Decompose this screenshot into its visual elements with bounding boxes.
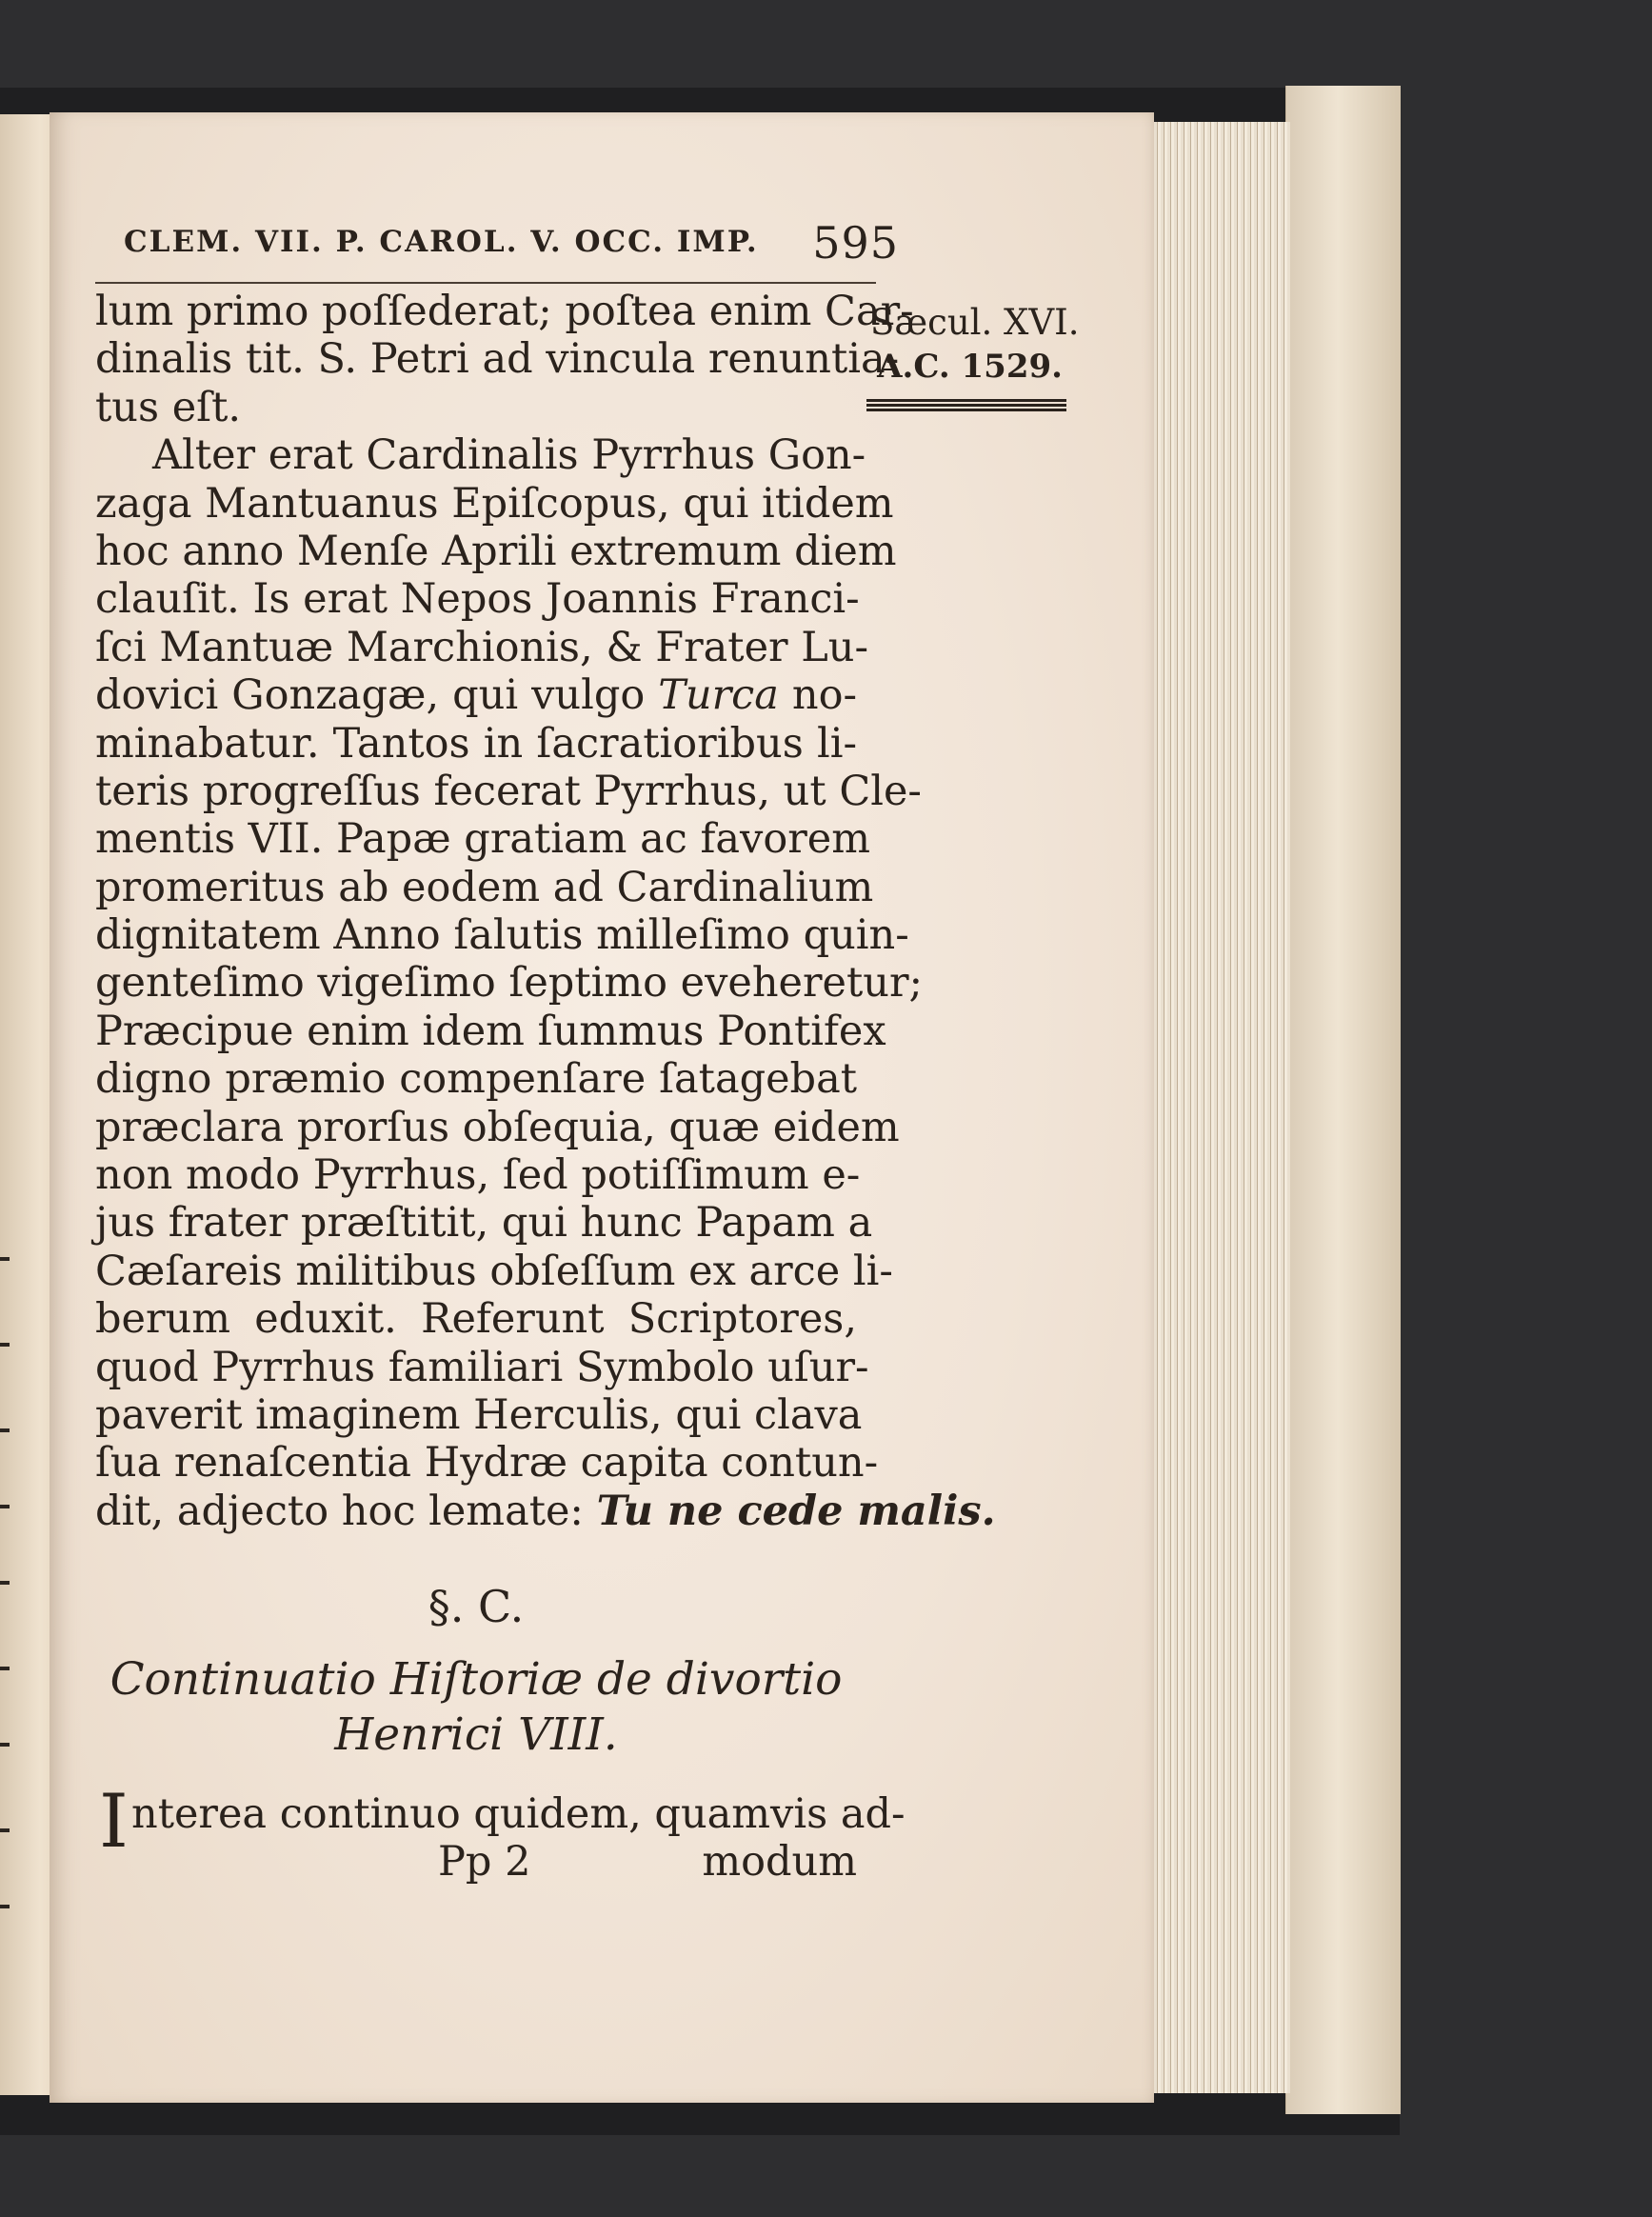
text-line: nterea continuo quidem, quamvis ad- (131, 1790, 906, 1838)
text-line: paverit imaginem Herculis, qui clava (95, 1390, 863, 1439)
text-line: jus frater præſtitit, qui hunc Papam a (95, 1199, 873, 1248)
text-line: dignitatem Anno ſalutis milleſimo quin- (95, 911, 909, 960)
text-line: dinalis tit. S. Petri ad vincula renuntia- (95, 335, 900, 384)
italic-word: Turca (658, 671, 779, 720)
text-line: lum primo poſſederat; poſtea enim Car- (95, 288, 914, 335)
text-line: clauſit. Is erat Nepos Joannis Franci- (95, 575, 860, 624)
section-title (95, 1652, 857, 1763)
final-paragraph (95, 1779, 906, 1887)
margin-note-rule (866, 398, 1066, 411)
text-line (95, 671, 857, 719)
text-line: non modo Pyrrhus, ſed potiſſimum e- (95, 1151, 861, 1200)
section-number: §. C. (428, 1581, 525, 1632)
text-line: Cæſareis militibus obſeſſum ex arce li- (95, 1247, 893, 1295)
text-line: zaga Mantuanus Epiſcopus, qui itidem (95, 479, 894, 528)
page-number: 595 (812, 217, 899, 269)
signature-mark: Pp 2 (438, 1838, 531, 1887)
text-line: digno præmio compenſare ſatagebat (95, 1055, 857, 1104)
motto: Tu ne cede malis. (596, 1487, 996, 1535)
text-span: dit, adjecto hoc lemate: (95, 1487, 597, 1535)
text-line: ſci Mantuæ Marchionis, & Frater Lu- (95, 623, 869, 671)
text-line: mentis VII. Papæ gratiam ac favorem (95, 815, 871, 864)
text-line: præclara prorſus obſequia, quæ eidem (95, 1103, 900, 1151)
text-line: genteſimo vigeſimo ſeptimo eveheretur; (95, 959, 924, 1008)
footer-row (95, 1838, 857, 1886)
running-head-text: CLEM. VII. P. CAROL. V. OCC. IMP. (124, 225, 759, 259)
book-cover-edge (1285, 86, 1401, 2114)
text-line: berum eduxit. Referunt Scriptores, (95, 1295, 857, 1344)
section-title-line: Henrici VIII. (334, 1708, 618, 1761)
text-line: Præcipue enim idem ſummus Pontifex (95, 1007, 886, 1055)
catchword: modum (702, 1838, 857, 1887)
text-line: ſua renaſcentia Hydræ capita contun- (95, 1439, 879, 1488)
margin-note-year: A.C. 1529. (877, 348, 1063, 386)
text-line: teris progreſſus fecerat Pyrrhus, ut Cle- (95, 767, 922, 815)
left-page-margin-marks (0, 1257, 13, 2019)
running-head (124, 217, 899, 269)
text-line: minabatur. Tantos in ſacratioribus li- (95, 719, 857, 768)
section-title-line: Continuatio Hiſtoriæ de divortio (109, 1653, 843, 1706)
text-line: quod Pyrrhus familiari Symbolo uſur- (95, 1343, 869, 1391)
text-line: Alter erat Cardinalis Pyrrhus Gon- (152, 431, 866, 480)
header-rule (95, 282, 876, 284)
text-span: dovici Gonzagæ, qui vulgo (95, 671, 659, 720)
text-span: no- (778, 671, 857, 720)
text-line: promeritus ab eodem ad Cardinalium (95, 863, 874, 911)
drop-cap: I (99, 1779, 129, 1865)
text-line: hoc anno Menſe Aprili extremum diem (95, 527, 897, 575)
text-line (95, 1487, 996, 1535)
text-line: tus eſt. (95, 383, 242, 431)
page-stack-edge (1147, 122, 1290, 2093)
margin-note-century: Sæcul. XVI. (870, 302, 1080, 343)
